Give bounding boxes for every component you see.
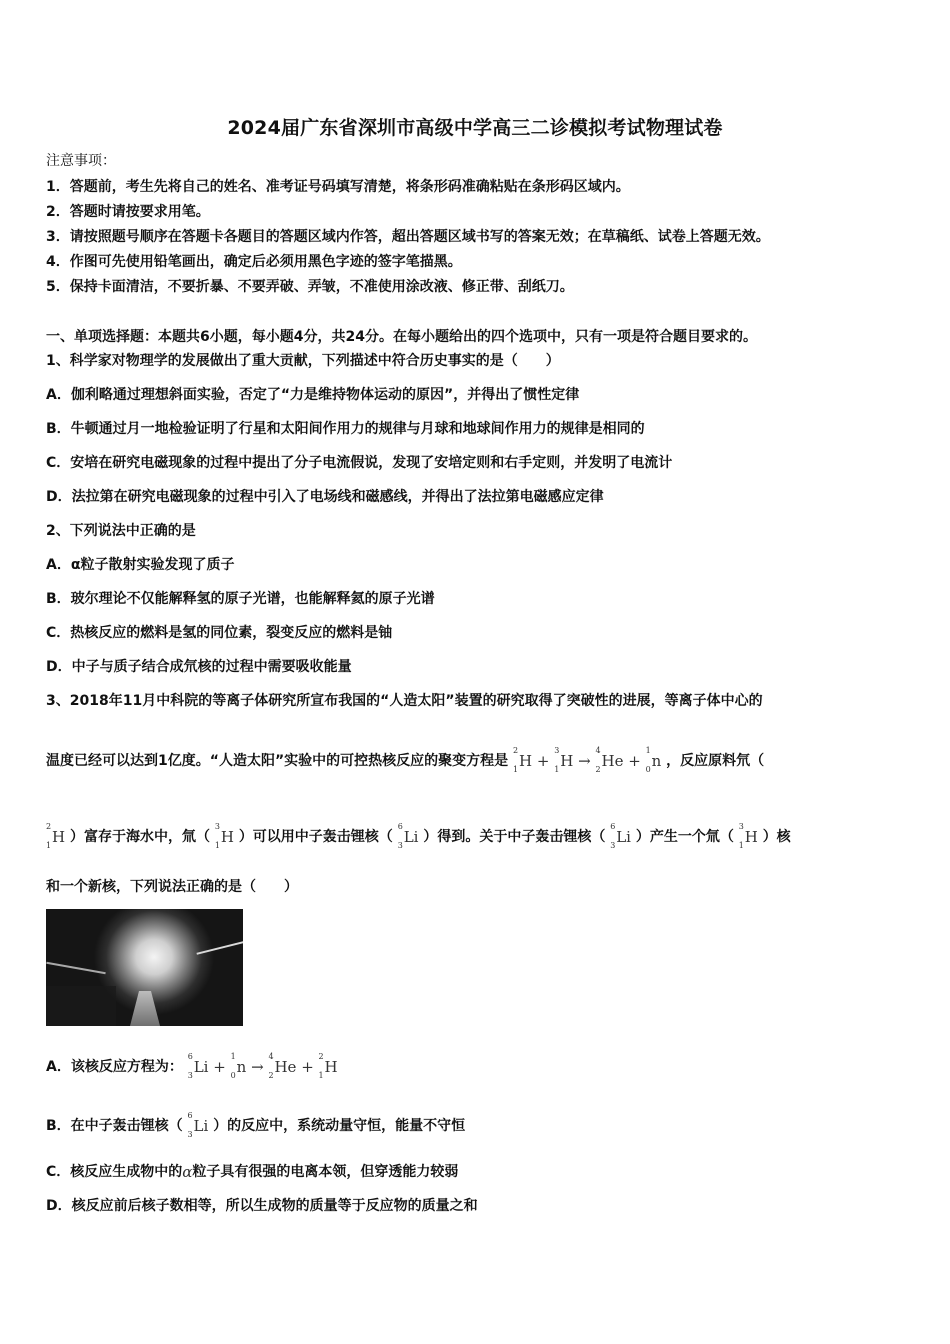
notice-item: 4．作图可先使用铅笔画出，确定后必须用黑色字迹的签字笔描黑。 xyxy=(46,254,462,270)
option-text: C．核反应生成物中的 xyxy=(46,1164,183,1180)
question-3-option-d: D．核反应前后核子数相等，所以生成物的质量等于反应物的质量之和 xyxy=(46,1198,478,1214)
reaction-equation: 6 3 Li + 1 0 n → 4 2 He + 2 1 H xyxy=(187,1052,338,1080)
stem-text: ）核 xyxy=(762,829,791,845)
option-text: 粒子具有很强的电离本领，但穿透能力较弱 xyxy=(192,1164,459,1180)
question-2-option-d: D．中子与质子结合成氘核的过程中需要吸收能量 xyxy=(46,659,352,675)
question-2-option-b: B．玻尔理论不仅能解释氢的原子光谱，也能解释氦的原子光谱 xyxy=(46,591,435,607)
stem-text: ，反应原料氘（ xyxy=(666,753,765,769)
question-2-stem: 2、下列说法中正确的是 xyxy=(46,523,196,539)
question-3-option-c xyxy=(46,1163,458,1181)
plus-sign: + xyxy=(628,752,641,770)
isotope-deuterium: 2 1 H xyxy=(46,822,66,850)
isotope-lithium: 6 3 Li xyxy=(610,822,631,850)
option-text: A．该核反应方程为： xyxy=(46,1059,183,1075)
stem-text: ）富存于海水中，氚（ xyxy=(69,829,210,845)
stem-text: ）可以用中子轰击锂核（ xyxy=(238,829,393,845)
question-3-stem-line3 xyxy=(46,822,791,850)
notice-item: 5．保持卡面清洁，不要折暴、不要弄破、弄皱，不准使用涂改液、修正带、刮纸刀。 xyxy=(46,279,574,295)
stem-text: 温度已经可以达到1亿度。“人造太阳”实验中的可控热核反应的聚变方程是 xyxy=(46,753,509,769)
question-3-option-a xyxy=(46,1052,338,1080)
isotope-lithium: 6 3 Li xyxy=(397,822,419,850)
page-title: 2024届广东省深圳市高级中学高三二诊模拟考试物理试卷 xyxy=(227,117,723,139)
isotope-helium: 4 2 He xyxy=(595,746,624,774)
isotope-neutron: 1 0 n xyxy=(645,746,662,774)
isotope-tritium: 3 1 H xyxy=(214,822,234,850)
isotope-tritium: 3 1 H xyxy=(554,746,574,774)
question-1-option-d: D．法拉第在研究电磁现象的过程中引入了电场线和磁感线，并得出了法拉第电磁感应定律 xyxy=(46,489,604,505)
question-2-option-a: A．α粒子散射实验发现了质子 xyxy=(46,557,235,573)
notice-item: 2．答题时请按要求用笔。 xyxy=(46,204,210,220)
question-2-option-c: C．热核反应的燃料是氢的同位素，裂变反应的燃料是铀 xyxy=(46,625,393,641)
question-3-stem-line1: 3、2018年11月中科院的等离子体研究所宣布我国的“人造太阳”装置的研究取得了突破性的进展，等离子体中心的 xyxy=(46,693,763,709)
isotope-deuterium: 2 1 H xyxy=(513,746,533,774)
question-3-stem-line2 xyxy=(46,746,765,774)
isotope-lithium: 6 3 Li xyxy=(187,1111,209,1139)
question-1-option-a: A．伽利略通过理想斜面实验，否定了“力是维持物体运动的原因”，并得出了惯性定律 xyxy=(46,387,580,403)
fusion-equation xyxy=(513,746,662,774)
question-1-option-c: C．安培在研究电磁现象的过程中提出了分子电流假说，发现了安培定则和右手定则，并发明了电流计 xyxy=(46,455,673,471)
question-3-option-b xyxy=(46,1111,466,1139)
artificial-sun-photo xyxy=(46,909,243,1026)
option-text: ）的反应中，系统动量守恒，能量不守恒 xyxy=(213,1118,466,1134)
stem-text: ）得到。关于中子轰击锂核（ xyxy=(423,829,606,845)
question-3-stem-line4: 和一个新核，下列说法正确的是（ ） xyxy=(46,879,298,895)
option-text: B．在中子轰击锂核（ xyxy=(46,1118,183,1134)
arrow-sign: → xyxy=(578,752,591,770)
section-heading: 一、单项选择题：本题共6小题，每小题4分，共24分。在每小题给出的四个选项中，只有一项是符合题目要求的。 xyxy=(46,329,757,345)
stem-text: ）产生一个氚（ xyxy=(635,829,734,845)
isotope-tritium: 3 1 H xyxy=(738,822,758,850)
plus-sign: + xyxy=(536,752,550,770)
question-1-stem: 1、科学家对物理学的发展做出了重大贡献，下列描述中符合历史事实的是（ ） xyxy=(46,353,560,369)
alpha-symbol: α xyxy=(182,1163,193,1181)
notice-heading: 注意事项： xyxy=(46,153,116,169)
notice-item: 3．请按照题号顺序在答题卡各题目的答题区域内作答，超出答题区域书写的答案无效；在草稿纸、试卷上答题无效。 xyxy=(46,229,770,245)
question-1-option-b: B．牛顿通过月一地检验证明了行星和太阳间作用力的规律与月球和地球间作用力的规律是相同的 xyxy=(46,421,645,437)
notice-item: 1．答题前，考生先将自己的姓名、准考证号码填写清楚，将条形码准确粘贴在条形码区域内。 xyxy=(46,179,630,195)
